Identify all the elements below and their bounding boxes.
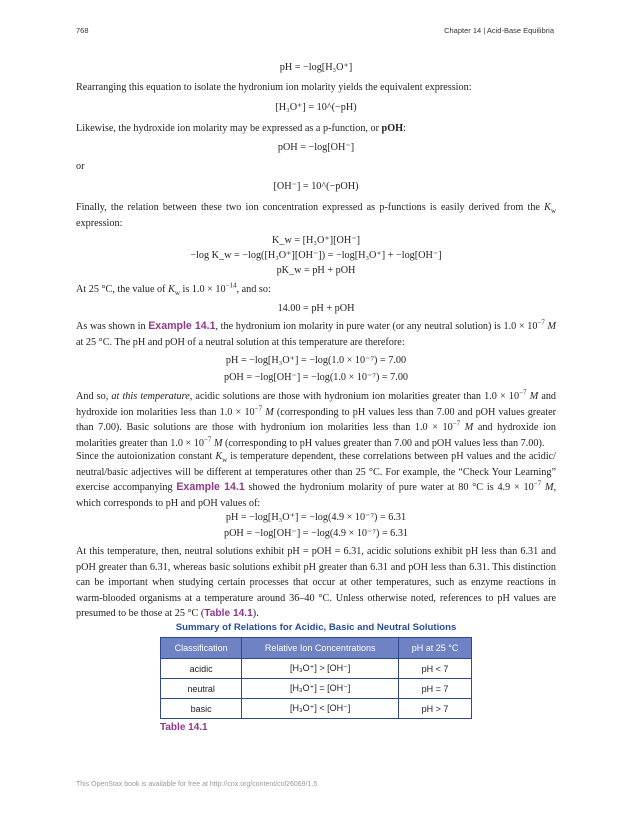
text-run: ).	[252, 608, 259, 620]
cell-ph: pH > 7	[399, 699, 472, 719]
equation-14: 14.00 = pH + pOH	[277, 303, 355, 314]
cell-ph: pH = 7	[399, 679, 472, 699]
text-run: is temperature dependent, these correlations between pH values and the acidic/ neutral/basic adjectives will be different at temperatures other than 25 °C. For example, the “Check Your Learning” exercise accompanying	[76, 451, 556, 494]
equation-poh: pOH = −log[OH⁻]	[277, 142, 355, 153]
summary-table	[160, 637, 472, 719]
molar-unit: M	[213, 437, 223, 449]
equation-ph: pH = −log[H₃O⁺]	[279, 62, 353, 73]
table-14-1-link[interactable]: Table 14.1	[204, 608, 253, 620]
text-run: Since the autoionization constant	[76, 451, 216, 462]
exponent: −7	[519, 388, 527, 397]
paragraph-autoionization	[76, 449, 556, 511]
exponent: −7	[254, 404, 263, 413]
table-row	[161, 659, 472, 679]
exponent: −14	[225, 281, 237, 290]
paragraph-example-14-1	[76, 319, 556, 350]
equation-hydroxide: [OH⁻] = 10^(−pOH)	[273, 181, 359, 192]
cell-concentrations: [H₃O⁺] > [OH⁻]	[242, 659, 399, 679]
equation-poh-neutral: pOH = −log[OH⁻] = −log(1.0 × 10⁻⁷) = 7.00	[223, 372, 409, 383]
cell-classification: basic	[161, 699, 242, 719]
text-run: As was shown in	[76, 321, 149, 332]
cell-classification: acidic	[161, 659, 242, 679]
emphasis: at this temperature	[111, 391, 190, 402]
text-run: at 25 °C. The pH and pOH of a neutral solution at this temperature are therefore:	[76, 336, 405, 348]
paragraph-rearranging: Rearranging this equation to isolate the hydronium ion molarity yields the equivalent expression:	[76, 82, 472, 93]
text-run: And so,	[76, 391, 112, 402]
text-run: Finally, the relation between these two ion concentration expressed as p-functions is easily derived from the	[76, 202, 545, 213]
cell-concentrations: [H₃O⁺] = [OH⁻]	[242, 679, 399, 699]
text-run: and hydroxide ion molarities less than 1.0 × 10	[76, 391, 557, 418]
text-run: , which corresponds to pH and pOH values of:	[76, 482, 556, 509]
header-relative-ion-concentrations: Relative Ion Concentrations	[242, 638, 399, 659]
text-run: (corresponding to pH values less than 7.00 and pOH values greater than 7.00). Basic solutions are those with hydronium ion molarities less than 1.0 × 10	[76, 406, 556, 434]
equation-poh-80c: pOH = −log[OH⁻] = −log(4.9 × 10⁻⁷) = 6.31	[223, 528, 409, 539]
molar-unit: M	[544, 482, 554, 494]
text-run: expression:	[76, 217, 123, 229]
kw-subscript: w	[174, 289, 180, 298]
paragraph-at-25c	[76, 282, 556, 298]
text-run: is 1.0 × 10	[179, 284, 226, 295]
exponent: −7	[203, 435, 212, 444]
header-classification: Classification	[161, 638, 242, 659]
equation-ph-80c: pH = −log[H₃O⁺] = −log(4.9 × 10⁻⁷) = 6.31	[225, 512, 407, 523]
footer-note: This OpenStax book is available for free at http://cnx.org/content/col26069/1.5	[76, 781, 318, 788]
text-run: , and so:	[236, 284, 271, 295]
kw-subscript: w	[550, 207, 556, 216]
exponent: −7	[452, 419, 461, 428]
molar-unit: M	[529, 391, 539, 402]
example-14-1-link[interactable]: Example 14.1	[176, 481, 245, 494]
exponent: −7	[533, 479, 542, 488]
equation-hydronium: [H₃O⁺] = 10^(−pH)	[275, 102, 357, 113]
text-run: , the hydronium ion molarity in pure water (or any neutral solution) is 1.0 × 10	[215, 321, 538, 332]
text-run: At 25 °C, the value of	[76, 284, 169, 295]
cell-classification: neutral	[161, 679, 242, 699]
table-title: Summary of Relations for Acidic, Basic and Neutral Solutions	[175, 622, 457, 633]
text-run: and hydroxide ion molarities greater than 1.0 × 10	[76, 422, 556, 449]
equation-ph-neutral: pH = −log[H₃O⁺] = −log(1.0 × 10⁻⁷) = 7.00	[225, 355, 407, 366]
chapter-title: Chapter 14 | Acid-Base Equilibria	[444, 26, 554, 35]
text-run: (corresponding to pH values greater than 7.00 and pOH values less than 7.00).	[222, 437, 545, 449]
page-number: 768	[76, 26, 89, 35]
header-ph-at-25c: pH at 25 °C	[399, 638, 472, 659]
term-poh: pOH	[381, 123, 404, 134]
kw-symbol: K	[544, 202, 551, 213]
text-run: :	[403, 123, 406, 134]
table-header-row	[161, 638, 472, 659]
molar-unit: M	[547, 321, 557, 332]
molar-unit: M	[265, 406, 274, 418]
text-run: showed the hydronium molarity of pure water at 80 °C is 4.9 × 10	[244, 482, 534, 494]
table-row	[161, 699, 472, 719]
example-14-1-link[interactable]: Example 14.1	[148, 320, 216, 332]
kw-symbol: K	[215, 451, 223, 462]
text-run: Likewise, the hydroxide ion molarity may be expressed as a p-function, or	[76, 123, 382, 134]
cell-concentrations: [H₃O⁺] < [OH⁻]	[242, 699, 399, 719]
equation-pkw: pK_w = pH + pOH	[276, 265, 356, 276]
molar-unit: M	[464, 422, 474, 434]
paragraph-finally	[76, 200, 556, 231]
paragraph-or: or	[76, 161, 85, 172]
paragraph-and-so	[76, 389, 556, 451]
equation-kw: K_w = [H₃O⁺][OH⁻]	[272, 235, 360, 246]
equation-log-kw: −log K_w = −log([H₃O⁺][OH⁻]) = −log[H₃O⁺] + −log[OH⁻]	[190, 250, 442, 261]
kw-subscript: w	[222, 456, 228, 465]
paragraph-at-this-temperature	[76, 544, 556, 622]
cell-ph: pH < 7	[399, 659, 472, 679]
paragraph-likewise	[76, 121, 556, 137]
exponent: −7	[537, 318, 545, 327]
kw-symbol: K	[168, 284, 175, 295]
table-caption: Table 14.1	[160, 722, 208, 733]
table-row	[161, 679, 472, 699]
text-run: , acidic solutions are those with hydronium ion molarities greater than 1.0 × 10	[189, 391, 520, 402]
text-run: At this temperature, then, neutral solutions exhibit pH = pOH = 6.31, acidic solutions exhibit pH less than 6.31 and pOH greater than 6.31, whereas basic solutions exhibit pH greater than 6.31 and pOH less than 6.31. This distinction can be important when studying certain processes that occur at other temperatures, such as enzyme reactions in warm-blooded organisms at a temperature around 36–40 °C. Unless otherwise noted, references to pH values are presumed to be those at 25 °C (	[76, 546, 556, 620]
